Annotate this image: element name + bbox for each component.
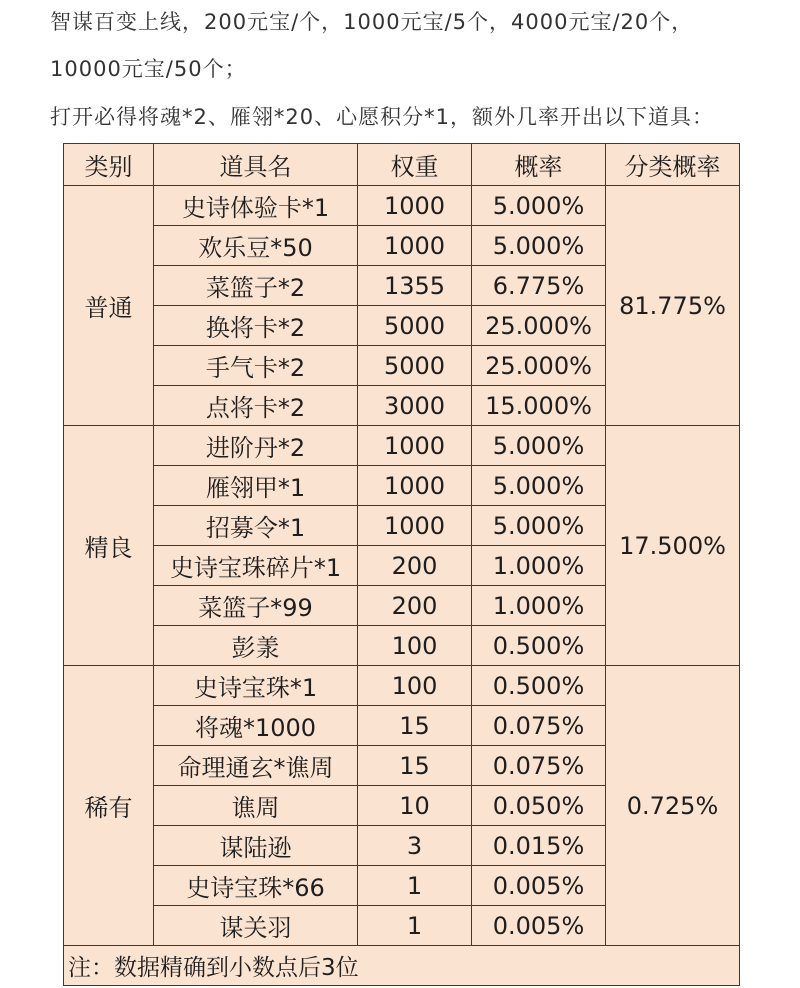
category-probability-cell: 17.500% [606, 426, 740, 666]
item-name-cell: 将魂*1000 [154, 706, 358, 746]
probability-cell: 0.005% [472, 906, 606, 946]
weight-cell: 1000 [358, 426, 472, 466]
category-probability-cell: 0.725% [606, 666, 740, 946]
header-probability: 概率 [472, 144, 606, 186]
probability-cell: 1.000% [472, 546, 606, 586]
table-row [64, 186, 740, 226]
item-name-cell: 命理通玄*谯周 [154, 746, 358, 786]
probability-cell: 6.775% [472, 266, 606, 306]
item-name-cell: 欢乐豆*50 [154, 226, 358, 266]
item-name-cell: 谯周 [154, 786, 358, 826]
probability-cell: 5.000% [472, 226, 606, 266]
weight-cell: 3000 [358, 386, 472, 426]
probability-cell: 5.000% [472, 466, 606, 506]
weight-cell: 1 [358, 866, 472, 906]
probability-cell: 5.000% [472, 186, 606, 226]
weight-cell: 100 [358, 666, 472, 706]
weight-cell: 200 [358, 586, 472, 626]
weight-cell: 100 [358, 626, 472, 666]
table-note-row [64, 946, 740, 986]
category-cell: 普通 [64, 186, 154, 426]
item-name-cell: 谋陆逊 [154, 826, 358, 866]
item-name-cell: 进阶丹*2 [154, 426, 358, 466]
item-name-cell: 史诗体验卡*1 [154, 186, 358, 226]
weight-cell: 3 [358, 826, 472, 866]
probability-cell: 0.005% [472, 866, 606, 906]
probability-cell: 5.000% [472, 506, 606, 546]
table-header-row [64, 144, 740, 186]
item-name-cell: 换将卡*2 [154, 306, 358, 346]
probability-cell: 25.000% [472, 306, 606, 346]
weight-cell: 1 [358, 906, 472, 946]
weight-cell: 1000 [358, 506, 472, 546]
weight-cell: 200 [358, 546, 472, 586]
weight-cell: 5000 [358, 306, 472, 346]
probability-cell: 25.000% [472, 346, 606, 386]
table-row [64, 666, 740, 706]
table-note: 注：数据精确到小数点后3位 [64, 946, 740, 986]
weight-cell: 1000 [358, 186, 472, 226]
weight-cell: 10 [358, 786, 472, 826]
header-category: 类别 [64, 144, 154, 186]
category-probability-cell: 81.775% [606, 186, 740, 426]
item-name-cell: 谋关羽 [154, 906, 358, 946]
probability-cell: 15.000% [472, 386, 606, 426]
weight-cell: 1000 [358, 226, 472, 266]
item-name-cell: 彭羕 [154, 626, 358, 666]
weight-cell: 1000 [358, 466, 472, 506]
probability-cell: 5.000% [472, 426, 606, 466]
probability-cell: 0.500% [472, 626, 606, 666]
weight-cell: 5000 [358, 346, 472, 386]
header-item-name: 道具名 [154, 144, 358, 186]
weight-cell: 15 [358, 706, 472, 746]
header-category-probability: 分类概率 [606, 144, 740, 186]
item-name-cell: 史诗宝珠*1 [154, 666, 358, 706]
intro-line-3: 打开必得将魂*2、雁翎*20、心愿积分*1，额外几率开出以下道具： [50, 105, 714, 129]
drop-rate-table [63, 143, 740, 986]
item-name-cell: 史诗宝珠*66 [154, 866, 358, 906]
weight-cell: 15 [358, 746, 472, 786]
item-name-cell: 菜篮子*2 [154, 266, 358, 306]
item-name-cell: 雁翎甲*1 [154, 466, 358, 506]
header-weight: 权重 [358, 144, 472, 186]
intro-line-1: 智谋百变上线，200元宝/个，1000元宝/5个，4000元宝/20个， [50, 10, 694, 34]
category-cell: 精良 [64, 426, 154, 666]
category-cell: 稀有 [64, 666, 154, 946]
probability-cell: 0.500% [472, 666, 606, 706]
probability-cell: 0.015% [472, 826, 606, 866]
item-name-cell: 招募令*1 [154, 506, 358, 546]
probability-cell: 0.050% [472, 786, 606, 826]
table-row [64, 426, 740, 466]
weight-cell: 1355 [358, 266, 472, 306]
probability-cell: 0.075% [472, 746, 606, 786]
probability-cell: 1.000% [472, 586, 606, 626]
item-name-cell: 菜篮子*99 [154, 586, 358, 626]
item-name-cell: 点将卡*2 [154, 386, 358, 426]
item-name-cell: 手气卡*2 [154, 346, 358, 386]
intro-line-2: 10000元宝/50个； [50, 57, 247, 81]
probability-cell: 0.075% [472, 706, 606, 746]
item-name-cell: 史诗宝珠碎片*1 [154, 546, 358, 586]
